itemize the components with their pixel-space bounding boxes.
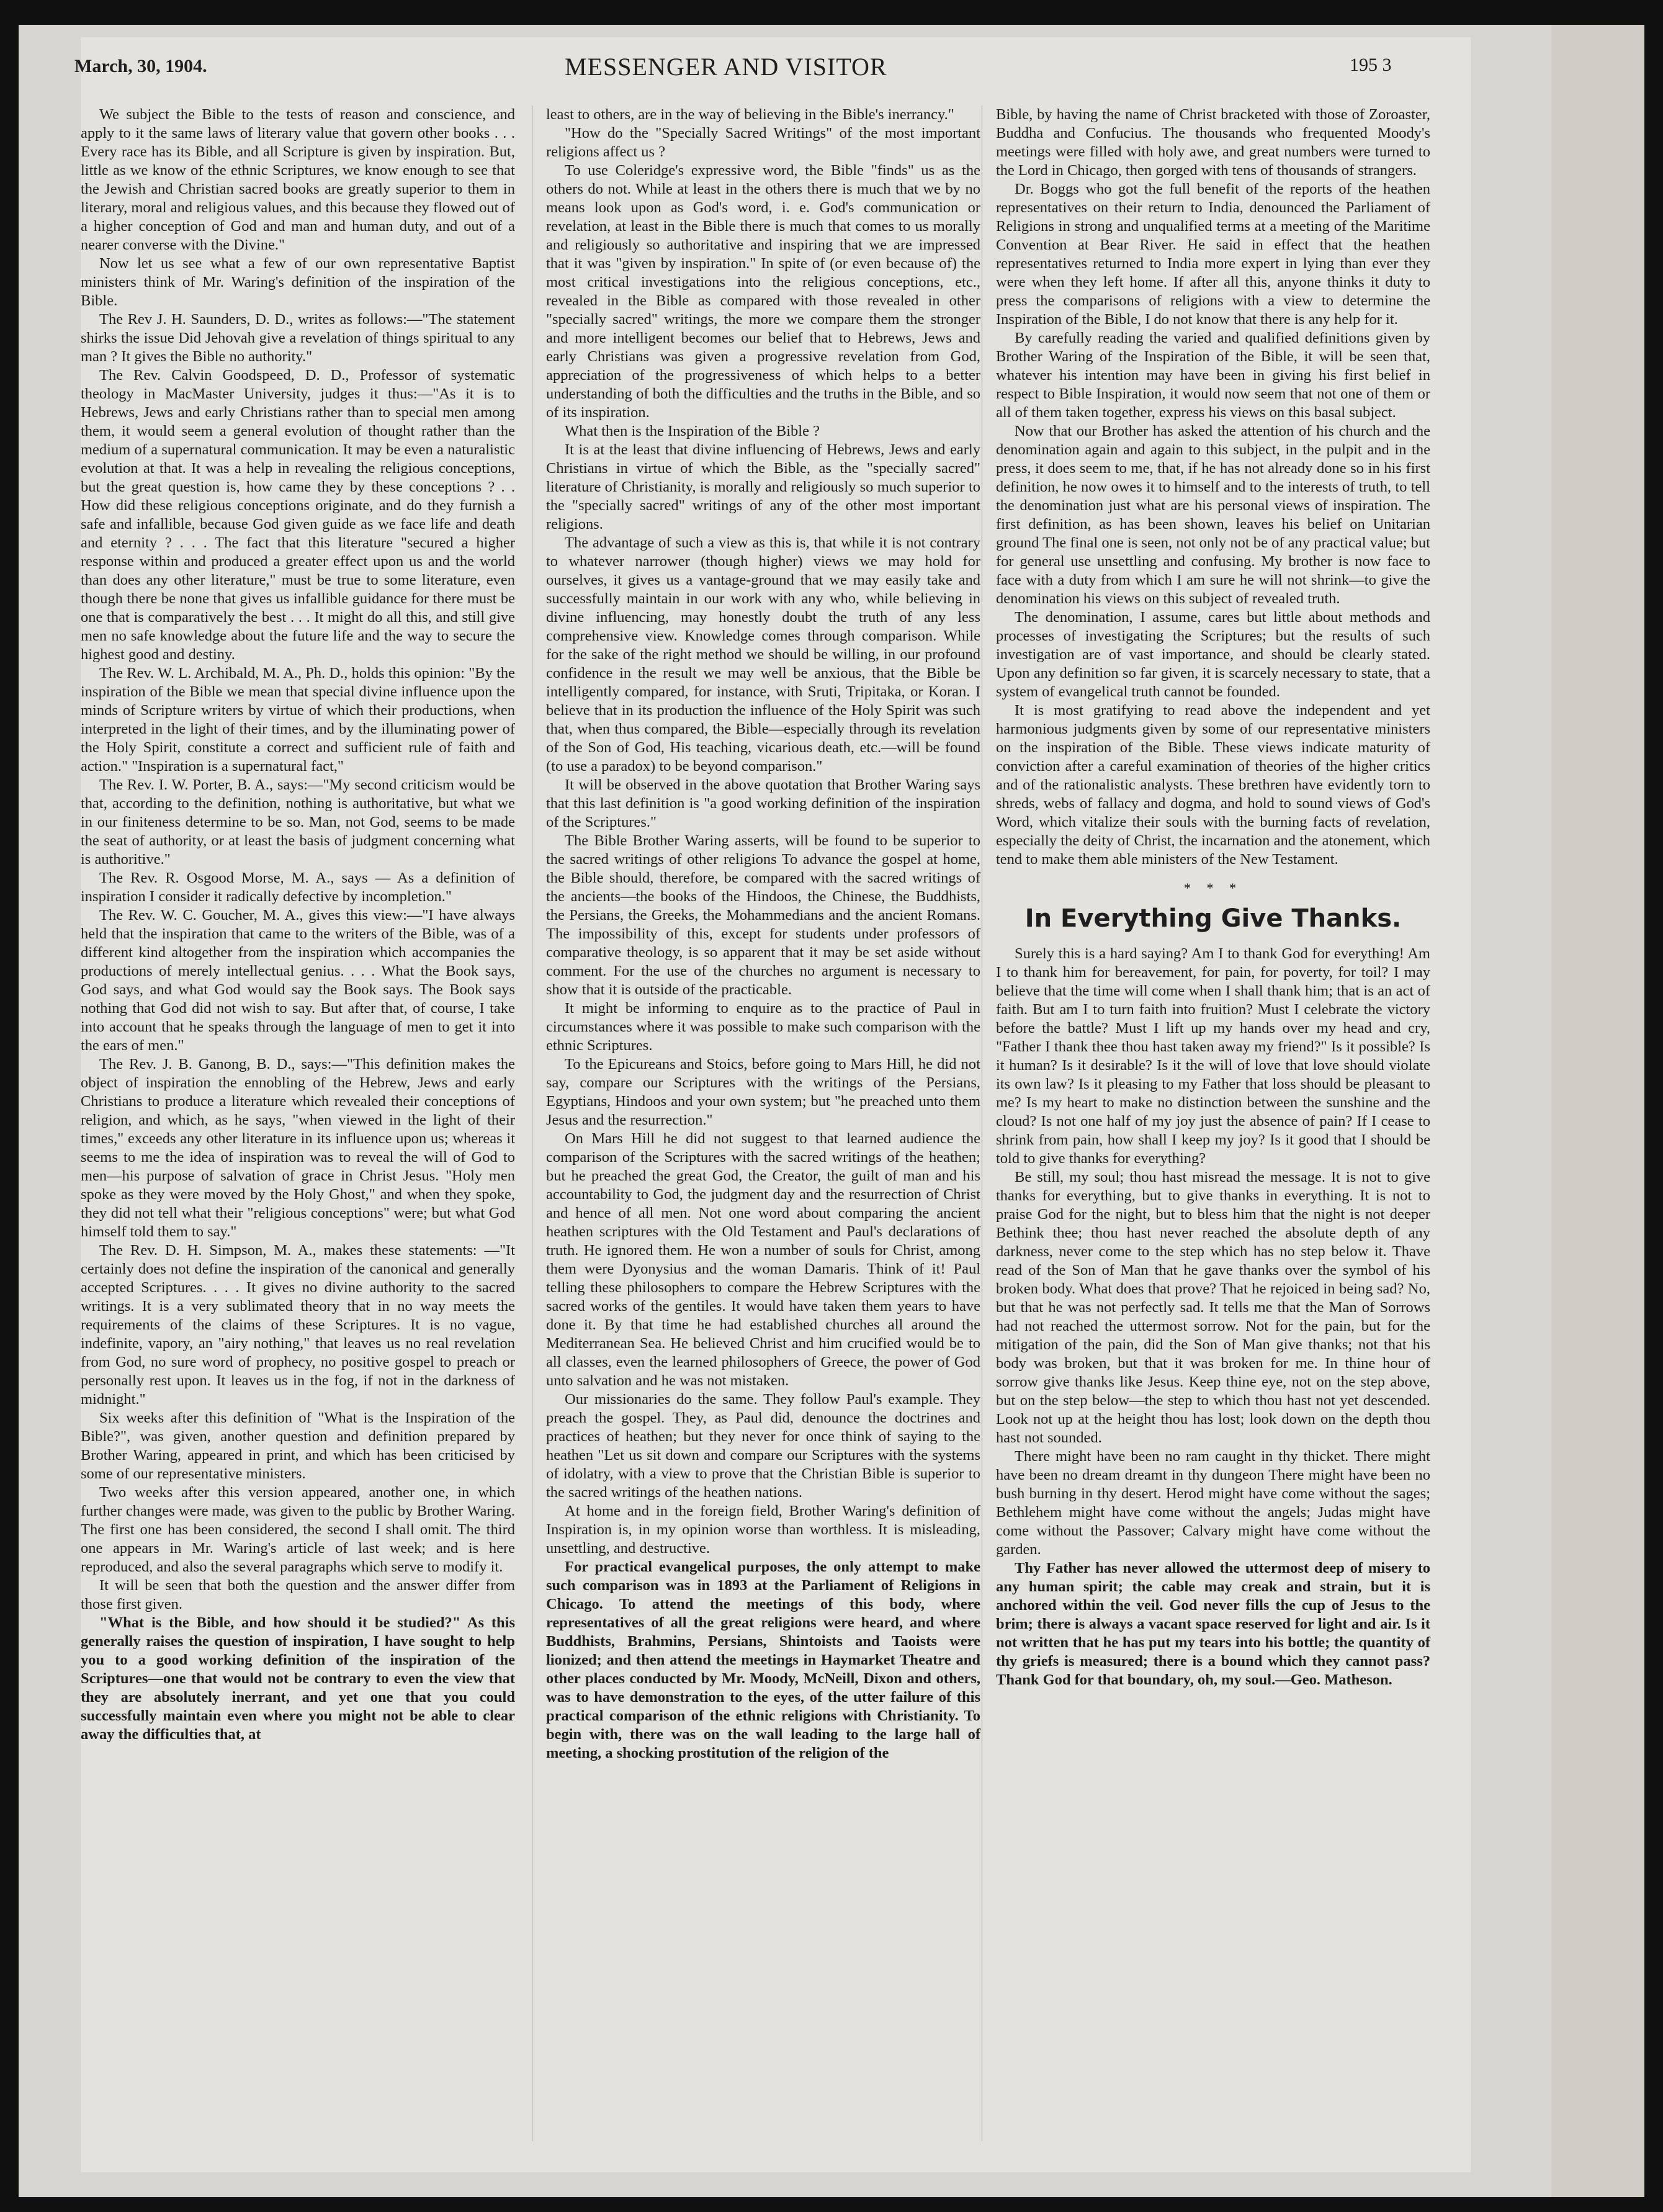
- paragraph: The Bible Brother Waring asserts, will be found to be superior to the sacred writings of other religions To advance the gospel at home, the Bible should, therefore, be compared with the sacred writings of the ancients—the books of the Hindoos, the Chinese, the Buddhists, the Persians, the Greeks, the Mohammedians and the ancient Romans. The impossibility of this, except for students under professors of comparative theology, is so apparent that it may be set aside without comment. For the use of the churches no argument is necessary to show that it is outside of the practicable.: [546, 832, 980, 998]
- article-title: In Everything Give Thanks.: [1024, 904, 1402, 933]
- paragraph: "What is the Bible, and how should it be studied?" As this generally raises the question of inspiration, I have sought to help you to a good working definition of the inspiration of the Scriptures—one that would not be contrary to even the view that they are absolutely inerrant, and yet one that you could successfully maintain even where you might not be able to clear away the difficulties that, at: [81, 1614, 515, 1743]
- paragraph: By carefully reading the varied and qualified definitions given by Brother Waring of the Inspiration of the Bible, it will be seen that, whatever his intention may have been in giving his first belief in respect to Bible Inspiration, it would now seem that not one of them or all of them taken together, express his views on this basal subject.: [996, 330, 1430, 421]
- paragraph: least to others, are in the way of believing in the Bible's inerrancy.": [546, 106, 954, 123]
- paragraph: Dr. Boggs who got the full benefit of the reports of the heathen representatives on their return to India, denounced the Parliament of Religions in strong and unqualified terms at a meeting of the Maritime Convention at Bear River. He said in effect that the heathen representatives returned to India more expert in lying than ever they were when they left home. If after all this, anyone thinks it duty to press the comparisons of religions with a view to determine the Inspiration of the Bible, I do not know that there is any help for it.: [996, 181, 1430, 328]
- paragraph: The Rev. W. L. Archibald, M. A., Ph. D., holds this opinion: "By the inspiration of the Bible we mean that special divine influence upon the minds of Scripture writers by virtue of which their productions, when interpreted in the light of their times, and by the illuminating power of the Holy Spirit, constitute a correct and sufficient rule of faith and action." "Inspiration is a supernatural fact,": [81, 665, 515, 775]
- page-edge: [1551, 25, 1644, 2197]
- newspaper-page: [19, 25, 1644, 2197]
- paragraph: What then is the Inspiration of the Bible ?: [565, 423, 820, 439]
- paragraph: "How do the "Specially Sacred Writings" of the most important religions affect us ?: [546, 125, 980, 160]
- paragraph: The denomination, I assume, cares but little about methods and processes of investigating the Scriptures; but the results of such investigation are of vast importance, and should be clearly stated. Upon any definition so far given, it is scarcely necessary to state, that a system of evangelical truth cannot be founded.: [996, 609, 1430, 700]
- paragraph: The Rev. J. B. Ganong, B. D., says:—"This definition makes the object of inspiration the ennobling of the Hebrew, Jews and early Christians to produce a literature which revealed their conceptions of religion, and which, as he says, "when viewed in the light of their times," exceeds any other literature in its influence upon us; whereas it seems to me the idea of inspiration was to reveal the will of God to men—his purpose of salvation of grace in Christ Jesus. "Holy men spoke as they were moved by the Holy Ghost," and when they spoke, they did not tell what their "religious conceptions" were; but what God himself told them to say.": [81, 1056, 515, 1240]
- paragraph: Two weeks after this version appeared, another one, in which further changes were made, was given to the public by Brother Waring. The first one has been considered, the second I shall omit. The third one appears in Mr. Waring's article of last week; and is here reproduced, and also the several paragraphs which serve to modify it.: [81, 1484, 515, 1575]
- page-number: 195 3: [1350, 55, 1392, 75]
- column-3: [996, 106, 1430, 1689]
- paragraph: The Rev. R. Osgood Morse, M. A., says — As a definition of inspiration I consider it radically defective by incompletion.": [81, 870, 515, 905]
- paragraph: It will be observed in the above quotation that Brother Waring says that this last definition is "a good working definition of the inspiration of the Scriptures.": [546, 776, 980, 830]
- paragraph: Surely this is a hard saying? Am I to thank God for everything! Am I to thank him for bereavement, for pain, for poverty, for toil? I may believe that the time will come when I shall thank him; that is an act of faith. But am I to turn faith into fruition? Must I celebrate the victory before the battle? Must I lift up my hands over my head and cry, "Father I thank thee thou hast taken away my friend?" Is it possible? Is it human? Is it desirable? Is it the will of love that love should violate its own law? Is it pleasing to my Father that loss should be pleasant to me? Is my heart to make no distinction between the sunshine and the cloud? Is not one half of my joy just the absence of pain? If I cease to shrink from pain, how shall I keep my joy? Is it good that I should be told to give thanks for everything?: [996, 945, 1430, 1167]
- paragraph: The Rev. D. H. Simpson, M. A., makes these statements: —"It certainly does not define the inspiration of the canonical and generally accepted Scriptures. . . . It gives no divine authority to the sacred writings. It is a very sublimated theory that in no way meets the requirements of the claims of these Scriptures. It is no vague, indefinite, vapory, an "airy nothing," that leaves us no real revelation from God, no sure word of prophecy, no positive gospel to preach or personally rest upon. It leaves us in the fog, if not in the darkness of midnight.": [81, 1242, 515, 1408]
- paragraph: Now let us see what a few of our own representative Baptist ministers think of Mr. Waring's definition of the inspiration of the Bible.: [81, 255, 515, 309]
- paragraph: It is most gratifying to read above the independent and yet harmonious judgments given by some of our representative ministers on the inspiration of the Bible. These views indicate maturity of conviction after a careful examination of theories of the higher critics and of the rationalistic analysts. These brethren have evidently torn to shreds, webs of fallacy and dogma, and hold to sound views of God's Word, which vitalize their souls with the burning facts of revelation, especially the deity of Christ, the incarnation and the atonement, which tend to make them able ministers of the New Testament.: [996, 702, 1430, 868]
- paragraph: Thy Father has never allowed the uttermost deep of misery to any human spirit; the cable may creak and strain, but it is anchored within the veil. God never fills the cup of Jesus to the brim; there is always a vacant space reserved for light and air. Is it not written that he has put my tears into his bottle; the quantity of thy griefs is measured; there is a bound which they cannot pass? Thank God for that boundary, oh, my soul.—Geo. Matheson.: [996, 1560, 1430, 1688]
- paragraph: Be still, my soul; thou hast misread the message. It is not to give thanks for everything, but to give thanks in everything. It is not to praise God for the night, but to bless him that the night is not deeper Bethink thee; thou hast never reached the absolute depth of any darkness, never come to the step which has no step below it. Thave read of the Son of Man that he gave thanks over the symbol of his broken body. What does that prove? That he rejoiced in being sad? No, but that he was not perfectly sad. It tells me that the Man of Sorrows had not reached the uttermost sorrow. Not for the pain, but for the mitigation of the pain, did the Son of Man give thanks; not that his body was broken, but that it was broken for me. In thine hour of sorrow give thanks like Jesus. Keep thine eye, not on the step above, but on the step below—the step to which thou hast not yet descended. Look not up at the height thou has lost; look down on the depth thou hast not sounded.: [996, 1169, 1430, 1446]
- paragraph: The Rev. Calvin Goodspeed, D. D., Professor of systematic theology in MacMaster University, judges it thus:—"As it is to Hebrews, Jews and early Christians rather than to special men among them, it would seem a general evolution of thought rather than the medium of a supernatural communication. It may be even a naturalistic evolution at that. It was a help in revealing the religious conceptions, but the great question is, how came they by these conceptions ? . . How did these religious conceptions originate, and do they furnish a safe and infallible, because God given guide as we face life and death and eternity ? . . . The fact that this literature "secured a higher response within and produced a greater effect upon us and the world than does any other literature," must be true to some literature, even though there be none that gives us infallible guidance for there must be one that is comparatively the best . . . It might do all this, and still give men no safe knowledge about the future life and the way to secure the highest good and destiny.: [81, 367, 515, 663]
- column-2: [546, 106, 980, 1763]
- paragraph: The Rev. W. C. Goucher, M. A., gives this view:—"I have always held that the inspiration that came to the writers of the Bible, was of a different kind altogether from the inspiration which accompanies the productions of merely intellectual genius. . . . What the Book says, God says, and what God would say the Book says. The Book says nothing that God did not wish to say. But after that, of course, I take into account that he speaks through the language of men to get it into the ears of men.": [81, 907, 515, 1054]
- paragraph: Our missionaries do the same. They follow Paul's example. They preach the gospel. They, as Paul did, denounce the doctrines and practices of heathen; but they never for once think of saying to the heathen "Let us sit down and compare our Scriptures with the systems of idolatry, with a view to prove that the Christian Bible is superior to the sacred writings of the heathen nations.: [546, 1391, 980, 1501]
- paragraph: On Mars Hill he did not suggest to that learned audience the comparison of the Scriptures with the sacred writings of the heathen; but he preached the great God, the Creator, the guilt of man and his accountability to God, the judgment day and the resurrection of Christ and hence of all men. Not one word about comparing the ancient heathen scriptures with the Old Testament and Paul's declarations of truth. He ignored them. He won a number of souls for Christ, among them were Dyonysius and the woman Damaris. Think of it! Paul telling these philosophers to compare the Hebrew Scriptures with the sacred works of the gentiles. It would have taken them years to have done it. By that time he had established churches all around the Mediterranean Sea. He believed Christ and him crucified would be to all classes, even the learned philosophers of Greece, the power of God unto salvation and he was not mistaken.: [546, 1130, 980, 1389]
- paragraph: We subject the Bible to the tests of reason and conscience, and apply to it the same laws of literary value that govern other books . . . Every race has its Bible, and all Scripture is given by inspiration. But, little as we know of the ethnic Scriptures, we know enough to see that the Jewish and Christian sacred books are greatly superior to them in literary, moral and religious values, and this because they flowed out of a higher conception of God and man and human duty, and out of a nearer converse with the Divine.": [81, 106, 515, 253]
- paragraph: It might be informing to enquire as to the practice of Paul in circumstances where it was possible to make such comparison with the ethnic Scriptures.: [546, 1000, 980, 1054]
- paragraph: At home and in the foreign field, Brother Waring's definition of Inspiration is, in my opinion worse than worthless. It is misleading, unsettling, and destructive.: [546, 1503, 980, 1557]
- paragraph: Bible, by having the name of Christ bracketed with those of Zoroaster, Buddha and Confucius. The thousands who frequented Moody's meetings were filled with holy awe, and great numbers were turned to the Lord in Chicago, then gorged with tens of thousands of strangers.: [996, 106, 1430, 179]
- paragraph: Now that our Brother has asked the attention of his church and the denomination again and again to this subject, in the pulpit and in the press, it does seem to me, that, if he has not already done so in his first definition, he now owes it to himself and to the interests of truth, to tell the denomination just what are his personal views of inspiration. The first definition, as has been shown, leaves his belief on Unitarian ground The final one is seen, not only not be of any practical value; but for general use unsettling and confusing. My brother is now face to face with a duty from which I am sure he will not shrink—to give the denomination his views on this subject of revealed truth.: [996, 423, 1430, 607]
- paragraph: To the Epicureans and Stoics, before going to Mars Hill, he did not say, compare our Scriptures with the writings of the Persians, Egyptians, Hindoos and your own system; but "he preached unto them Jesus and the resurrection.": [546, 1056, 980, 1128]
- paragraph: The advantage of such a view as this is, that while it is not contrary to whatever narrower (though higher) views we may hold for ourselves, it gives us a vantage-ground that we may easily take and successfully maintain in our work with any who, while believing in divine influencing, may honestly doubt the truth of any less comprehensive view. Knowledge comes through comparison. While for the sake of the right method we should be willing, in our profound confidence in the result we may well be anxious, that the Bible be intelligently compared, for instance, with Sruti, Tripitaka, or Koran. I believe that in its production the influence of the Holy Spirit was such that, when thus compared, the Bible—especially through its revelation of the Son of God, His teaching, vicarious death, etc.—will be found (to use a paradox) to be beyond comparison.": [546, 534, 980, 775]
- section-divider: * * *: [1184, 880, 1242, 896]
- paragraph: It will be seen that both the question and the answer differ from those first given.: [81, 1577, 515, 1612]
- paragraph: For practical evangelical purposes, the only attempt to make such comparison was in 1893 at the Parliament of Religions in Chicago. To attend the meetings of this body, where representatives of all the great religions were heard, and where Buddhists, Brahmins, Persians, Shintoists and Taoists were lionized; and then attend the meetings in Haymarket Theatre and other places conducted by Mr. Moody, McNeill, Dixon and others, was to have demonstration to the eyes, of the utter failure of this practical comparison of the ethnic religions with Christianity. To begin with, there was on the wall leading to the large hall of meeting, a shocking prostitution of the religion of the: [546, 1558, 980, 1761]
- paragraph: The Rev. I. W. Porter, B. A., says:—"My second criticism would be that, according to the definition, nothing is authoritative, but what we in our finiteness determine to be so. Man, not God, seems to be made the seat of authority, or at least the basis of judgment concerning what is authoritive.": [81, 776, 515, 868]
- paragraph: There might have been no ram caught in thy thicket. There might have been no dream dreamt in thy dungeon There might have been no bush burning in thy desert. Herod might have come without the sages; Bethlehem might have come without the angels; Judas might have come without the Passover; Calvary might have come without the garden.: [996, 1448, 1430, 1558]
- paragraph: To use Coleridge's expressive word, the Bible "finds" us as the others do not. While at least in the others there is much that we by no means look upon as God's word, i. e. God's communication or revelation, at least in the Bible there is much that comes to us morally and religiously so authoritative and inspiring that we are impressed that it was "given by inspiration." In spite of (or even because of) the most critical investigations into the religious conceptions, etc., revealed in the Bible as compared with those revealed in other "specially sacred" writings, the more we compare them the stronger and more intelligent becomes our belief that to Hebrews, Jews and early Christians was given a progressive revelation from God, appreciation of the progressiveness of which helps to a better understanding of both the difficulties and the truths in the Bible, and so of its inspiration.: [546, 162, 980, 421]
- paragraph: The Rev J. H. Saunders, D. D., writes as follows:—"The statement shirks the issue Did Jehovah give a revelation of things spiritual to any man ? It gives the Bible no authority.": [81, 311, 515, 365]
- paragraph: It is at the least that divine influencing of Hebrews, Jews and early Christians in virtue of which the Bible, as the "specially sacred" literature of Christianity, is morally and religiously so much superior to the "specially sacred" writings of any of the other most important religions.: [546, 441, 980, 533]
- masthead-title: MESSENGER AND VISITOR: [565, 53, 887, 81]
- column-1: [81, 106, 515, 1744]
- issue-date: March, 30, 1904.: [74, 56, 207, 76]
- paragraph: Six weeks after this definition of "What is the Inspiration of the Bible?", was given, another question and definition prepared by Brother Waring, appeared in print, and which has been criticised by some of our representative ministers.: [81, 1409, 515, 1482]
